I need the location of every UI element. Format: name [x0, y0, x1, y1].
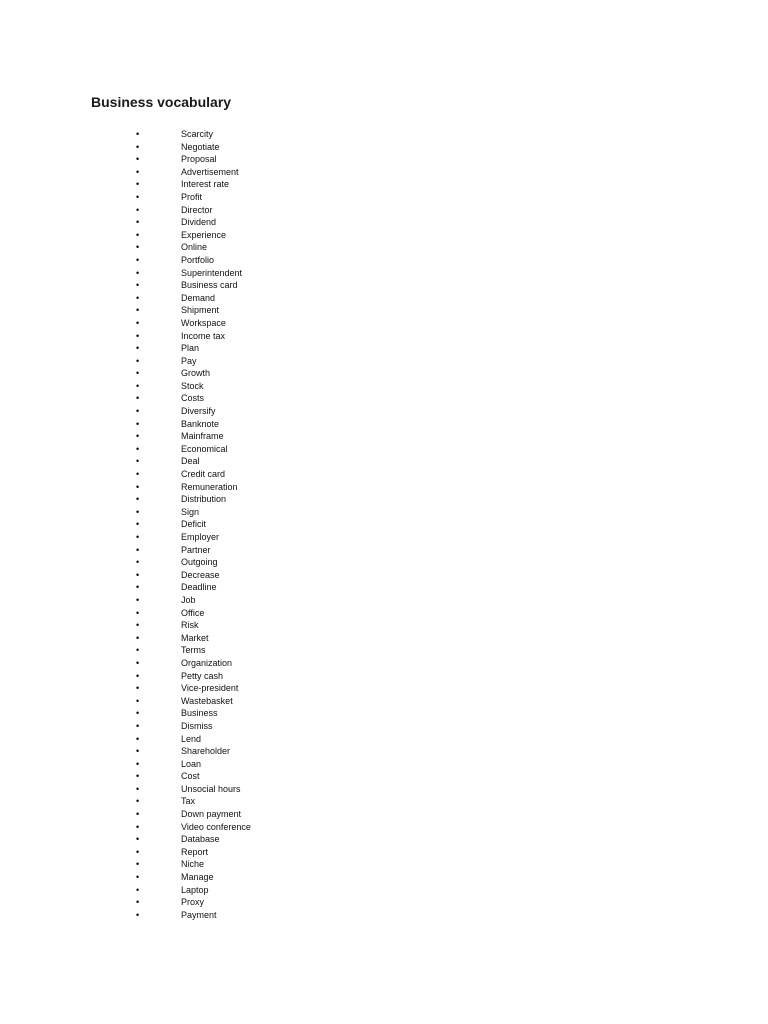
list-item — [0, 821, 400, 834]
vocabulary-term: Diversify — [181, 406, 216, 417]
list-item — [0, 418, 400, 431]
list-item — [0, 795, 400, 808]
bullet-icon: • — [136, 657, 140, 668]
list-item — [0, 380, 400, 393]
bullet-icon: • — [136, 481, 140, 492]
bullet-icon: • — [136, 708, 140, 719]
vocabulary-term: Superintendent — [181, 267, 243, 278]
bullet-icon: • — [136, 204, 140, 215]
vocabulary-term: Loan — [181, 758, 202, 769]
bullet-icon: • — [136, 859, 140, 870]
list-item — [0, 644, 400, 657]
vocabulary-term: Proxy — [181, 897, 205, 908]
vocabulary-term: Manage — [181, 872, 214, 883]
vocabulary-term: Credit card — [181, 469, 226, 480]
vocabulary-term: Remuneration — [181, 481, 238, 492]
list-item — [0, 178, 400, 191]
vocabulary-term: Plan — [181, 343, 200, 354]
bullet-icon: • — [136, 469, 140, 480]
bullet-icon: • — [136, 909, 140, 920]
bullet-icon: • — [136, 872, 140, 883]
bullet-icon: • — [136, 695, 140, 706]
list-item — [0, 909, 400, 922]
vocabulary-term: Mainframe — [181, 431, 224, 442]
bullet-icon: • — [136, 141, 140, 152]
vocabulary-term: Business — [181, 708, 218, 719]
list-item — [0, 619, 400, 632]
list-item — [0, 304, 400, 317]
list-item — [0, 858, 400, 871]
vocabulary-term: Sign — [181, 506, 200, 517]
list-item — [0, 229, 400, 242]
list-item — [0, 430, 400, 443]
list-item — [0, 745, 400, 758]
vocabulary-list — [0, 128, 400, 921]
vocabulary-term: Dismiss — [181, 720, 213, 731]
vocabulary-term: Stock — [181, 380, 204, 391]
vocabulary-term: Partner — [181, 544, 211, 555]
vocabulary-term: Office — [181, 607, 205, 618]
vocabulary-term: Banknote — [181, 418, 220, 429]
list-item — [0, 254, 400, 267]
list-item — [0, 707, 400, 720]
bullet-icon: • — [136, 783, 140, 794]
bullet-icon: • — [136, 569, 140, 580]
list-item — [0, 581, 400, 594]
bullet-icon: • — [136, 418, 140, 429]
list-item — [0, 770, 400, 783]
bullet-icon: • — [136, 217, 140, 228]
bullet-icon: • — [136, 443, 140, 454]
vocabulary-term: Outgoing — [181, 557, 218, 568]
vocabulary-term: Market — [181, 632, 209, 643]
vocabulary-term: Costs — [181, 393, 205, 404]
bullet-icon: • — [136, 179, 140, 190]
bullet-icon: • — [136, 129, 140, 139]
vocabulary-term: Economical — [181, 443, 228, 454]
bullet-icon: • — [136, 456, 140, 467]
vocabulary-term: Down payment — [181, 809, 242, 820]
list-item — [0, 455, 400, 468]
vocabulary-term: Business card — [181, 280, 238, 291]
bullet-icon: • — [136, 733, 140, 744]
bullet-icon: • — [136, 594, 140, 605]
list-item — [0, 758, 400, 771]
list-item — [0, 518, 400, 531]
bullet-icon: • — [136, 330, 140, 341]
bullet-icon: • — [136, 884, 140, 895]
list-item — [0, 405, 400, 418]
bullet-icon: • — [136, 821, 140, 832]
bullet-icon: • — [136, 670, 140, 681]
list-item — [0, 292, 400, 305]
vocabulary-term: Growth — [181, 368, 211, 379]
list-item — [0, 808, 400, 821]
list-item — [0, 506, 400, 519]
vocabulary-term: Deficit — [181, 519, 207, 530]
bullet-icon: • — [136, 582, 140, 593]
bullet-icon: • — [136, 242, 140, 253]
list-item — [0, 569, 400, 582]
bullet-icon: • — [136, 406, 140, 417]
vocabulary-term: Online — [181, 242, 208, 253]
bullet-icon: • — [136, 771, 140, 782]
vocabulary-term: Portfolio — [181, 254, 215, 265]
vocabulary-term: Deal — [181, 456, 200, 467]
list-item — [0, 657, 400, 670]
list-item — [0, 896, 400, 909]
bullet-icon: • — [136, 834, 140, 845]
list-item — [0, 544, 400, 557]
list-item — [0, 216, 400, 229]
bullet-icon: • — [136, 758, 140, 769]
vocabulary-term: Shipment — [181, 305, 220, 316]
bullet-icon: • — [136, 494, 140, 505]
bullet-icon: • — [136, 620, 140, 631]
vocabulary-term: Report — [181, 846, 209, 857]
bullet-icon: • — [136, 506, 140, 517]
bullet-icon: • — [136, 645, 140, 656]
bullet-icon: • — [136, 292, 140, 303]
vocabulary-term: Scarcity — [181, 129, 214, 139]
list-item — [0, 607, 400, 620]
bullet-icon: • — [136, 796, 140, 807]
list-item — [0, 153, 400, 166]
list-item — [0, 128, 400, 141]
vocabulary-term: Unsocial hours — [181, 783, 241, 794]
list-item — [0, 204, 400, 217]
bullet-icon: • — [136, 154, 140, 165]
vocabulary-term: Job — [181, 594, 196, 605]
vocabulary-term: Director — [181, 204, 213, 215]
vocabulary-term: Wastebasket — [181, 695, 233, 706]
list-item — [0, 682, 400, 695]
bullet-icon: • — [136, 343, 140, 354]
vocabulary-term: Laptop — [181, 884, 209, 895]
list-item — [0, 443, 400, 456]
list-item — [0, 166, 400, 179]
bullet-icon: • — [136, 368, 140, 379]
list-item — [0, 733, 400, 746]
vocabulary-term: Video conference — [181, 821, 251, 832]
bullet-icon: • — [136, 191, 140, 202]
bullet-icon: • — [136, 809, 140, 820]
list-item — [0, 594, 400, 607]
bullet-icon: • — [136, 519, 140, 530]
vocabulary-term: Pay — [181, 355, 197, 366]
list-item — [0, 355, 400, 368]
list-item — [0, 191, 400, 204]
list-item — [0, 556, 400, 569]
vocabulary-term: Workspace — [181, 317, 226, 328]
vocabulary-term: Risk — [181, 620, 199, 631]
list-item — [0, 392, 400, 405]
vocabulary-term: Petty cash — [181, 670, 224, 681]
bullet-icon: • — [136, 166, 140, 177]
vocabulary-term: Payment — [181, 909, 217, 920]
vocabulary-term: Experience — [181, 229, 227, 240]
list-item — [0, 846, 400, 859]
bullet-icon: • — [136, 544, 140, 555]
bullet-icon: • — [136, 380, 140, 391]
list-item — [0, 670, 400, 683]
bullet-icon: • — [136, 267, 140, 278]
list-item — [0, 241, 400, 254]
bullet-icon: • — [136, 746, 140, 757]
list-item — [0, 367, 400, 380]
vocabulary-term: Interest rate — [181, 179, 230, 190]
list-item — [0, 342, 400, 355]
bullet-icon: • — [136, 683, 140, 694]
bullet-icon: • — [136, 607, 140, 618]
vocabulary-term: Dividend — [181, 217, 217, 228]
bullet-icon: • — [136, 632, 140, 643]
vocabulary-term: Deadline — [181, 582, 217, 593]
vocabulary-term: Employer — [181, 532, 220, 542]
list-item — [0, 267, 400, 280]
vocabulary-term: Demand — [181, 292, 216, 303]
vocabulary-term: Organization — [181, 657, 233, 668]
vocabulary-term: Income tax — [181, 330, 226, 341]
bullet-icon: • — [136, 557, 140, 568]
vocabulary-term: Advertisement — [181, 166, 239, 177]
list-item — [0, 330, 400, 343]
vocabulary-term: Vice-president — [181, 683, 239, 694]
list-item — [0, 783, 400, 796]
list-item — [0, 632, 400, 645]
list-item — [0, 871, 400, 884]
bullet-icon: • — [136, 317, 140, 328]
list-item — [0, 720, 400, 733]
vocabulary-term: Shareholder — [181, 746, 231, 757]
bullet-icon: • — [136, 254, 140, 265]
bullet-icon: • — [136, 532, 140, 542]
vocabulary-term: Terms — [181, 645, 206, 656]
vocabulary-term: Niche — [181, 859, 205, 870]
list-item — [0, 884, 400, 897]
list-item — [0, 493, 400, 506]
bullet-icon: • — [136, 280, 140, 291]
list-item — [0, 531, 400, 544]
bullet-icon: • — [136, 355, 140, 366]
list-item — [0, 468, 400, 481]
list-item — [0, 141, 400, 154]
bullet-icon: • — [136, 846, 140, 857]
vocabulary-term: Profit — [181, 191, 203, 202]
bullet-icon: • — [136, 393, 140, 404]
bullet-icon: • — [136, 431, 140, 442]
vocabulary-term: Tax — [181, 796, 196, 807]
vocabulary-term: Proposal — [181, 154, 217, 165]
vocabulary-term: Lend — [181, 733, 202, 744]
document-title: Business vocabulary — [91, 94, 232, 110]
bullet-icon: • — [136, 229, 140, 240]
list-item — [0, 279, 400, 292]
vocabulary-term: Database — [181, 834, 220, 845]
list-item — [0, 317, 400, 330]
list-item — [0, 481, 400, 494]
bullet-icon: • — [136, 305, 140, 316]
vocabulary-term: Decrease — [181, 569, 220, 580]
vocabulary-term: Cost — [181, 771, 200, 782]
bullet-icon: • — [136, 720, 140, 731]
bullet-icon: • — [136, 897, 140, 908]
list-item — [0, 833, 400, 846]
vocabulary-term: Distribution — [181, 494, 227, 505]
vocabulary-term: Negotiate — [181, 141, 220, 152]
list-item — [0, 695, 400, 708]
